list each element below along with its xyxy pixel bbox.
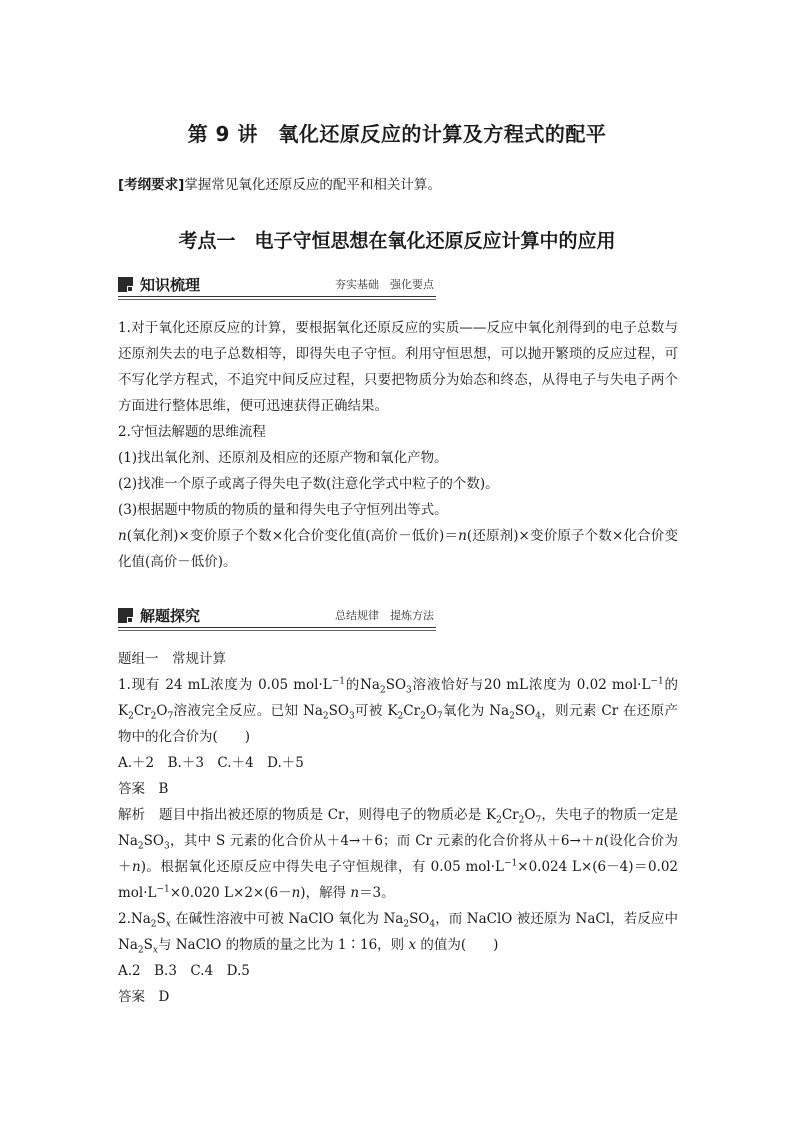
knowledge-equation [118,523,678,575]
practice-header [118,605,436,629]
var-x: x [408,937,417,953]
q1-sub: 7 [436,711,443,722]
var-n: n [131,859,141,875]
q1-text: Cr [403,703,421,719]
analysis-sub: 7 [535,815,542,826]
var-n: n [350,885,360,901]
var-n: n [594,833,604,849]
q1-sub: 2 [322,711,329,722]
q1-text: SO [514,703,536,719]
header-rule-thin [118,630,436,631]
requirement-text: 掌握常见氧化还原反应的配平和相关计算。 [184,177,441,193]
q2-text: ，而 NaClO 被还原为 NaCl，若反应中 Na [118,911,678,953]
knowledge-header-subtitle: 夯实基础 强化要点 [335,278,434,291]
analysis-text: ×0.020 L×2×(6－ [169,885,292,901]
knowledge-body [118,315,678,575]
q1-text: SO [328,703,349,719]
q2-text: 的值为( ) [416,937,499,953]
practice-body [118,646,678,1010]
q1-text: O [156,703,168,719]
q1-text: 溶液恰好与20 mL浓度为 0.02 mol·L [411,677,651,693]
question-1-analysis [118,802,678,906]
q1-text: 的Na [345,677,380,693]
analysis-text: SO [143,833,164,849]
q1-text: 氧化为 Na [442,703,510,719]
q1-sub: 3 [406,685,412,696]
question-2 [118,906,678,958]
syllabus-requirement [118,173,441,193]
question-2-answer: 答案 D [118,989,170,1005]
analysis-text: 解析 题目中指出被还原的物质是 Cr，则得电子的物质必是 K [118,807,497,823]
header-rule [118,296,436,297]
knowledge-header [118,274,436,298]
q1-text: Cr [133,703,151,719]
analysis-sup: −1 [504,858,518,869]
equation-part-2: (还原剂)×变价原子个数×化合价变化值(高价－低价)。 [118,528,678,570]
header-rule-thin [118,299,436,300]
q1-sub: 2 [150,711,157,722]
q2-sub: 2 [137,945,144,956]
q2-text: 2.Na [118,911,151,927]
question-1-answer: 答案 B [118,781,169,797]
q1-sub: 2 [128,711,134,722]
analysis-text: )。根据氧化还原反应中得失电子守恒规律，有 0.05 mol·L [140,859,504,875]
q1-sub: 7 [167,711,174,722]
q1-sup: −1 [650,676,664,687]
analysis-sup: −1 [156,884,170,895]
analysis-text: )，解得 [300,885,351,901]
q2-sub: 2 [150,919,157,930]
q2-text: SO [409,911,430,927]
group-title: 题组一 常规计算 [118,651,226,667]
analysis-sub: 2 [137,841,144,852]
analysis-text: (设化合价为＋ [118,833,678,875]
q2-sub: x [152,945,158,956]
q1-sub: 2 [420,711,426,722]
knowledge-paragraph-2: 2.守恒法解题的思维流程 [118,424,266,440]
q1-text: 的K [118,677,678,719]
q2-text: 与 NaClO 的物质的量之比为 1∶16，则 [157,937,409,953]
analysis-text: ，失电子的物质一定是 Na [118,807,679,849]
q2-text: S [156,911,166,927]
analysis-text: Cr [501,807,519,823]
question-1 [118,672,678,750]
knowledge-header-title: 知识梳理 [140,276,201,294]
q1-sub: 2 [379,685,386,696]
equation-part-1: (氧化剂)×变价原子个数×化合价变化值(高价－低价)＝ [126,528,459,544]
analysis-sub: 3 [163,841,170,852]
q1-sub: 2 [397,711,404,722]
practice-header-subtitle: 总结规律 提炼方法 [335,609,434,622]
q1-text: SO [385,677,407,693]
analysis-text: ＝3。 [359,885,395,901]
header-rule [118,627,436,628]
q1-sub: 2 [509,711,515,722]
q1-text: O [425,703,437,719]
analysis-sub: 2 [496,815,502,826]
q2-sub: x [165,919,171,930]
knowledge-paragraph-1: 1.对于氧化还原反应的计算，要根据氧化还原反应的实质——反应中氧化剂得到的电子总数与还原剂失去的电子总数相等，即得失电子守恒。利用守恒思想，可以抛开繁琐的反应过程，可不写化学方程式，不追究中间反应过程，只要把物质分为始态和终态，从得电子与失电子两个方面进行整体思维，便可迅速获得正确结果。 [118,320,678,414]
analysis-text: ，其中 S 元素的化合价从＋4→＋6；而 Cr 元素的化合价将从＋6→＋ [169,833,595,849]
q1-sub: 4 [535,711,541,722]
q1-text: 溶液完全反应。已知 Na [173,703,323,719]
analysis-text: O [524,807,536,823]
section-square-icon [118,608,133,623]
section-heading: 考点一 电子守恒思想在氧化还原反应计算中的应用 [178,230,616,252]
q1-text: 可被 K [354,703,398,719]
practice-header-title: 解题探究 [140,607,201,625]
q2-text: S [143,937,153,953]
knowledge-step-2: (2)找准一个原子或离子得失电子数(注意化学式中粒子的个数)。 [118,476,499,492]
section-square-icon [118,277,133,292]
var-n: n [118,528,127,544]
question-2-options: A.2 B.3 C.4 D.5 [118,963,250,979]
analysis-sub: 2 [518,815,525,826]
var-n: n [458,528,467,544]
q1-text: 1.现有 24 mL浓度为 0.05 mol·L [118,677,332,693]
page-title: 第 9 讲 氧化还原反应的计算及方程式的配平 [187,122,607,146]
q2-sub: 4 [429,919,436,930]
q1-sub: 3 [348,711,355,722]
q2-sub: 2 [403,919,410,930]
analysis-text: ×0.024 L×(6－4)＝0.02 mol·L [118,859,678,901]
requirement-tag: [考纲要求] [118,177,185,193]
question-1-options: A.＋2 B.＋3 C.＋4 D.＋5 [118,755,304,771]
knowledge-step-3: (3)根据题中物质的物质的量和得失电子守恒列出等式。 [118,502,448,518]
q2-text: 在碱性溶液中可被 NaClO 氧化为 Na [170,911,404,927]
knowledge-step-1: (1)找出氧化剂、还原剂及相应的还原产物和氧化产物。 [118,450,448,466]
var-n: n [291,885,301,901]
q1-text: ，则元素 Cr 在还原产物中的化合价为( ) [118,703,678,745]
q1-sup: −1 [331,676,346,687]
